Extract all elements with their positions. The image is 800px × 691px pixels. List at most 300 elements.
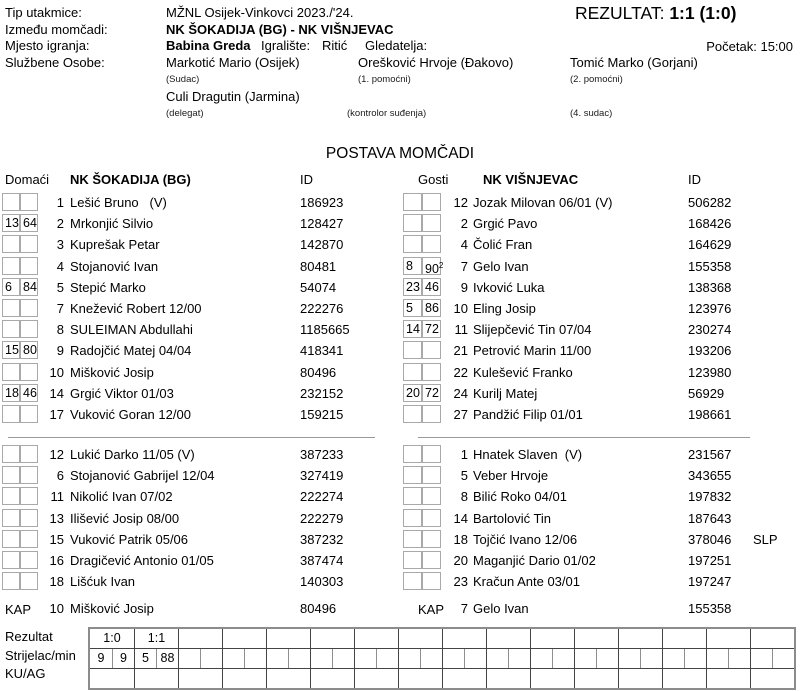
player-name: Lukić Darko 11/05 (V): [70, 447, 195, 462]
result-cell: [574, 629, 618, 648]
shirt-number: 14: [453, 510, 468, 526]
player-name: Lešić Bruno (V): [70, 195, 167, 210]
scorer-min-cell: [398, 649, 420, 668]
player-name: Kračun Ante 03/01: [473, 574, 580, 590]
player-id: 232152: [300, 385, 344, 401]
player-name: Grgić Pavo: [473, 216, 538, 232]
cards-cell: [134, 669, 178, 688]
player-id: 222279: [300, 510, 344, 526]
result-cell: [354, 629, 398, 648]
official-name-delegate: Culi Dragutin (Jarmina): [166, 89, 300, 104]
sub-minute-box: [422, 466, 441, 484]
result-label: REZULTAT:: [575, 3, 665, 23]
scorer-min-cell: [332, 649, 354, 668]
player-name: Kulešević Franko: [473, 364, 573, 380]
player-row: [400, 444, 800, 465]
player-row: [0, 598, 400, 619]
result-cell: [530, 629, 574, 648]
shirt-number: 6: [56, 468, 64, 484]
player-id: 140303: [300, 574, 344, 590]
shirt-number: 4: [56, 258, 64, 274]
player-row: [0, 529, 400, 550]
shirt-number: 8: [56, 322, 64, 338]
shirt-number: 23: [453, 574, 468, 590]
player-row: [400, 465, 800, 486]
sub-player-number-box: [2, 235, 20, 253]
cards-cell: [222, 669, 266, 688]
player-id: 197251: [688, 553, 732, 568]
scorer-min-cell: [574, 649, 596, 668]
sub-minute-box: [422, 509, 441, 527]
player-row: [400, 529, 800, 550]
player-id: 198661: [688, 407, 732, 422]
result-cell: 1:1: [134, 629, 178, 648]
shirt-number: 12: [49, 447, 64, 462]
player-id: 387233: [300, 447, 344, 462]
sub-player-number-box: 23: [403, 278, 422, 296]
sub-minute-box: [422, 445, 441, 463]
sub-player-number-box: 18: [2, 384, 20, 402]
result-value: 1:1 (1:0): [669, 3, 737, 23]
player-id: 193206: [688, 343, 732, 359]
scorer-min-cell: [508, 649, 530, 668]
player-row: [0, 404, 400, 425]
sub-minute-box: [422, 193, 441, 211]
sub-player-number-box: [403, 214, 422, 232]
player-name: Gelo Ivan: [473, 601, 529, 616]
shirt-number: 10: [453, 301, 468, 316]
player-id: 138368: [688, 279, 732, 295]
player-row: [0, 444, 400, 465]
sub-player-number-box: [2, 193, 20, 211]
player-row: [400, 404, 800, 425]
result-row-label: Rezultat: [5, 629, 53, 644]
scorer-row-label: Strijelac/min: [5, 648, 76, 663]
result-cell: [398, 629, 442, 648]
away-lineup-column: [400, 0, 800, 691]
player-id: 56929: [688, 385, 725, 401]
away-kap-label: KAP: [418, 602, 445, 617]
cards-cell: [354, 669, 398, 688]
sub-player-number-box: 5: [403, 299, 422, 317]
cards-row-label: KU/AG: [5, 666, 46, 681]
shirt-number: 4: [460, 237, 468, 253]
player-name: Lišćuk Ivan: [70, 574, 136, 590]
player-name: Kurilj Matej: [473, 385, 538, 401]
player-name: Stojanović Gabrijel 12/04: [70, 468, 215, 484]
scorer-min-cell: [244, 649, 266, 668]
shirt-number: 15: [49, 531, 64, 547]
scorer-min-cell: [706, 649, 728, 668]
player-name: Jozak Milovan 06/01 (V): [473, 195, 613, 210]
player-name: Vuković Patrik 05/06: [70, 531, 189, 547]
player-row: [400, 550, 800, 571]
sub-player-number-box: 13: [2, 214, 20, 232]
player-row: [400, 234, 800, 255]
cards-cell: [706, 669, 750, 688]
player-name: Grgić Viktor 01/03: [70, 385, 174, 401]
player-id: 222274: [300, 489, 344, 505]
player-note: SLP: [753, 531, 778, 547]
player-name: Stojanović Ivan: [70, 258, 159, 274]
between-teams-label: Između momčadi:: [5, 22, 108, 37]
player-id: 230274: [688, 322, 732, 338]
player-id: 222276: [300, 301, 344, 316]
scorer-min-cell: [200, 649, 222, 668]
player-id: 418341: [300, 343, 344, 359]
player-id: 80496: [300, 364, 337, 380]
result-cell: [310, 629, 354, 648]
sub-player-number-box: [2, 572, 20, 590]
player-name: Radojčić Matej 04/04: [70, 343, 192, 359]
sub-minute-box: 72: [422, 384, 441, 402]
kickoff-time: Početak: 15:00: [706, 39, 793, 54]
player-row: [400, 571, 800, 592]
player-row: [400, 319, 800, 340]
spectators-label: Gledatelja:: [365, 38, 428, 53]
player-name: Čolić Fran: [473, 237, 533, 253]
player-name: Stepić Marko: [70, 279, 146, 295]
scorer-min-row: [90, 648, 794, 668]
scorer-min-cell: 9: [97, 651, 105, 665]
player-id: 506282: [688, 195, 732, 210]
sub-minute-box: 64: [20, 214, 38, 232]
official-role-assistant2: (2. pomoćni): [570, 74, 623, 85]
cards-cell: [750, 669, 794, 688]
sub-player-number-box: [2, 299, 20, 317]
player-row: [0, 213, 400, 234]
result-cell: [662, 629, 706, 648]
sub-player-number-box: [2, 405, 20, 423]
home-kap-label: KAP: [5, 602, 32, 617]
shirt-number: 1: [460, 447, 468, 462]
official-name-referee: Markotić Mario (Osijek): [166, 55, 300, 70]
cards-cell: [574, 669, 618, 688]
sub-player-number-box: [403, 235, 422, 253]
result-cell: [222, 629, 266, 648]
player-row: [0, 362, 400, 383]
shirt-number: 24: [453, 385, 468, 401]
player-name: Tojčić Ivano 12/06: [473, 531, 578, 547]
sub-player-number-box: [2, 551, 20, 569]
player-row: [400, 362, 800, 383]
scorer-min-cell: [684, 649, 706, 668]
player-id: 1185665: [300, 322, 350, 338]
player-id: 197247: [688, 574, 732, 590]
sub-minute-box: 86: [422, 299, 441, 317]
result-cell: [486, 629, 530, 648]
player-row: [400, 213, 800, 234]
player-id: 155358: [688, 258, 732, 274]
player-name: Dragičević Antonio 01/05: [70, 553, 214, 568]
result-cell: [618, 629, 662, 648]
player-row: [400, 192, 800, 213]
result-cell: [706, 629, 750, 648]
sub-minute-box: [422, 572, 441, 590]
sub-minute-box: [422, 405, 441, 423]
shirt-number: 11: [50, 489, 64, 505]
player-row: [0, 277, 400, 298]
shirt-number: 10: [49, 601, 64, 616]
venue-label: Mjesto igranja:: [5, 38, 90, 53]
cards-cell: [618, 669, 662, 688]
player-row: [0, 571, 400, 592]
cards-cell: [398, 669, 442, 688]
player-name: Veber Hrvoje: [473, 468, 549, 484]
scorer-min-cell: [354, 649, 376, 668]
player-row: [400, 598, 800, 619]
shirt-number: 3: [56, 237, 64, 253]
shirt-number: 13: [49, 510, 64, 526]
sub-minute-box: 84: [20, 278, 38, 296]
result-cell: 1:0: [103, 631, 121, 645]
shirt-number: 11: [454, 322, 468, 338]
player-row: [400, 340, 800, 361]
cards-cell: [310, 669, 354, 688]
scorer-min-cell: [486, 649, 508, 668]
player-id: 387474: [300, 553, 344, 568]
lineups-title: POSTAVA MOMČADI: [325, 145, 475, 162]
officials-label: Službene Osobe:: [5, 55, 105, 70]
player-id: 80496: [300, 601, 337, 616]
sub-player-number-box: [403, 487, 422, 505]
player-name: SULEIMAN Abdullahi: [70, 322, 193, 338]
player-name: Gelo Ivan: [473, 258, 529, 274]
scorer-min-cell: [772, 649, 794, 668]
scorer-min-cell: [442, 649, 464, 668]
result-cell: [178, 629, 222, 648]
player-row: [0, 383, 400, 404]
cards-cell: [530, 669, 574, 688]
player-id: 159215: [300, 407, 344, 422]
sub-minute-box: [422, 341, 441, 359]
player-name: Petrović Marin 11/00: [473, 343, 592, 359]
official-role-assistant1: (1. pomoćni): [358, 74, 411, 85]
scorer-min-cell: [530, 649, 552, 668]
home-team-name: NK ŠOKADIJA (BG): [70, 172, 191, 187]
player-row: [0, 508, 400, 529]
sub-minute-box: [422, 363, 441, 381]
competition-name: MŽNL Osijek-Vinkovci 2023./'24.: [166, 5, 354, 20]
shirt-number: 14: [49, 385, 64, 401]
scorer-min-cell: [288, 649, 310, 668]
shirt-number: 7: [460, 258, 468, 274]
player-name: Ivković Luka: [473, 279, 545, 295]
sub-player-number-box: [403, 405, 422, 423]
scorer-min-cell: [420, 649, 442, 668]
sub-player-number-box: [2, 530, 20, 548]
official-role-4th: (4. sudac): [570, 108, 613, 119]
shirt-number: 18: [49, 574, 64, 590]
match-teams: NK ŠOKADIJA (BG) - NK VIŠNJEVAC: [166, 22, 394, 37]
player-row: [0, 234, 400, 255]
shirt-number: 2: [460, 216, 468, 232]
player-id: 343655: [688, 468, 732, 484]
player-row: [400, 486, 800, 507]
player-name: Vuković Goran 12/00: [70, 407, 191, 422]
player-id: 187643: [688, 510, 732, 526]
away-id-header: ID: [688, 172, 701, 187]
sub-player-number-box: [403, 341, 422, 359]
shirt-number: 18: [453, 531, 468, 547]
shirt-number: 12: [453, 195, 468, 210]
player-row: [400, 298, 800, 319]
player-name: Ilišević Josip 08/00: [70, 510, 180, 526]
player-id: 231567: [688, 447, 732, 462]
sub-player-number-box: [403, 551, 422, 569]
scorer-min-cell: [728, 649, 750, 668]
result-row: [90, 629, 794, 648]
sub-player-number-box: 14: [403, 320, 422, 338]
player-name: Eling Josip: [473, 301, 536, 316]
player-row: [400, 277, 800, 298]
away-side-label: Gosti: [418, 172, 449, 187]
sub-player-number-box: [403, 466, 422, 484]
sub-minute-box: [422, 551, 441, 569]
scorer-min-cell: [750, 649, 772, 668]
player-id: 168426: [688, 216, 732, 232]
stadium-label: Igralište:: [261, 38, 311, 53]
player-row: [0, 319, 400, 340]
player-id: 186923: [300, 195, 344, 210]
shirt-number: 8: [460, 489, 468, 505]
scorer-min-cell: [552, 649, 574, 668]
shirt-number: 27: [453, 407, 468, 422]
cards-cell: [266, 669, 310, 688]
scorer-min-cell: 5: [134, 649, 156, 668]
home-subs-divider: [8, 437, 375, 438]
scorer-min-cell: 9: [112, 649, 134, 668]
sub-player-number-box: [2, 363, 20, 381]
player-name: Hnatek Slaven (V): [473, 447, 583, 462]
shirt-number: 5: [460, 468, 468, 484]
official-name-assistant1: Orešković Hrvoje (Đakovo): [358, 55, 514, 70]
score-progress-table: [88, 627, 796, 690]
player-row: [400, 508, 800, 529]
sub-minute-box: $90^2$: [422, 257, 441, 275]
cards-cell: [178, 669, 222, 688]
player-name: Maganjić Dario 01/02: [473, 553, 596, 568]
player-name: Knežević Robert 12/00: [70, 301, 202, 316]
player-name: Pandžić Filip 01/01: [473, 407, 583, 422]
shirt-number: 20: [453, 553, 468, 568]
cards-row: [90, 668, 794, 688]
shirt-number: 9: [460, 279, 468, 295]
result-cell: [266, 629, 310, 648]
player-row: [400, 256, 800, 277]
official-name-assistant2: Tomić Marko (Gorjani): [570, 55, 698, 70]
shirt-number: 17: [49, 407, 64, 422]
shirt-number: 22: [453, 364, 468, 380]
sub-player-number-box: [403, 530, 422, 548]
shirt-number: 16: [49, 553, 64, 568]
player-row: [0, 340, 400, 361]
sub-minute-box: 80: [20, 341, 38, 359]
official-role-delegate: (delegat): [166, 108, 204, 119]
shirt-number: 7: [56, 301, 64, 316]
sub-player-number-box: 8: [403, 257, 422, 275]
player-name: Nikolić Ivan 07/02: [70, 489, 173, 505]
stadium-value: Ritić: [322, 38, 348, 53]
cards-cell: [90, 669, 134, 688]
player-name: Mrkonjić Silvio: [70, 216, 154, 232]
sub-player-number-box: 20: [403, 384, 422, 402]
away-team-name: NK VIŠNJEVAC: [483, 172, 579, 187]
home-id-header: ID: [300, 172, 313, 187]
sub-player-number-box: [403, 445, 422, 463]
sub-minute-box: 46: [422, 278, 441, 296]
player-id: 54074: [300, 279, 337, 295]
shirt-number: 2: [56, 216, 64, 232]
player-id: 197832: [688, 489, 732, 505]
shirt-number: 7: [460, 601, 468, 616]
sub-player-number-box: [2, 487, 20, 505]
player-id: 327419: [300, 468, 344, 484]
player-id: 164629: [688, 237, 732, 253]
player-id: 80481: [300, 258, 337, 274]
shirt-number: 1: [56, 195, 64, 210]
sub-minute-box: [422, 214, 441, 232]
player-id: 155358: [688, 601, 732, 616]
player-id: 123980: [688, 364, 732, 380]
sub-minute-box: [422, 235, 441, 253]
cards-cell: [486, 669, 530, 688]
sub-minute-box: 46: [20, 384, 38, 402]
player-id: 142870: [300, 237, 344, 253]
result-cell: [750, 629, 794, 648]
player-row: [0, 465, 400, 486]
official-role-controller: (kontrolor suđenja): [347, 108, 427, 119]
player-id: 128427: [300, 216, 344, 232]
scorer-min-cell: 88: [156, 649, 178, 668]
scorer-min-cell: [596, 649, 618, 668]
cards-cell: [442, 669, 486, 688]
player-row: [0, 550, 400, 571]
sub-player-number-box: [2, 257, 20, 275]
player-name: Bartolović Tin: [473, 510, 552, 526]
player-name: Bilić Roko 04/01: [473, 489, 567, 505]
player-name: Mišković Josip: [70, 364, 154, 380]
match-type-label: Tip utakmice:: [5, 5, 82, 20]
player-id: 387232: [300, 531, 344, 547]
sub-minute-box: [422, 487, 441, 505]
sub-player-number-box: [2, 320, 20, 338]
scorer-min-cell: [310, 649, 332, 668]
player-id: 123976: [688, 301, 732, 316]
sub-player-number-box: 6: [2, 278, 20, 296]
sub-player-number-box: [2, 466, 20, 484]
player-name: Kuprešak Petar: [70, 237, 160, 253]
shirt-number: 10: [49, 364, 64, 380]
result-cell: [442, 629, 486, 648]
sub-player-number-box: [2, 445, 20, 463]
minute-superscript: 2: [438, 260, 444, 270]
player-name: Slijepčević Tin 07/04: [473, 322, 592, 338]
away-subs-divider: [418, 437, 750, 438]
scorer-min-cell: [222, 649, 244, 668]
home-side-label: Domaći: [5, 172, 50, 187]
player-row: [0, 256, 400, 277]
scorer-min-cell: [662, 649, 684, 668]
scorer-min-cell: [464, 649, 486, 668]
sub-player-number-box: [403, 572, 422, 590]
shirt-number: 21: [453, 343, 468, 359]
scorer-min-cell: [640, 649, 662, 668]
player-row: [0, 298, 400, 319]
official-role-referee: (Sudac): [166, 74, 200, 85]
sub-player-number-box: 15: [2, 341, 20, 359]
sub-minute-box: 72: [422, 320, 441, 338]
